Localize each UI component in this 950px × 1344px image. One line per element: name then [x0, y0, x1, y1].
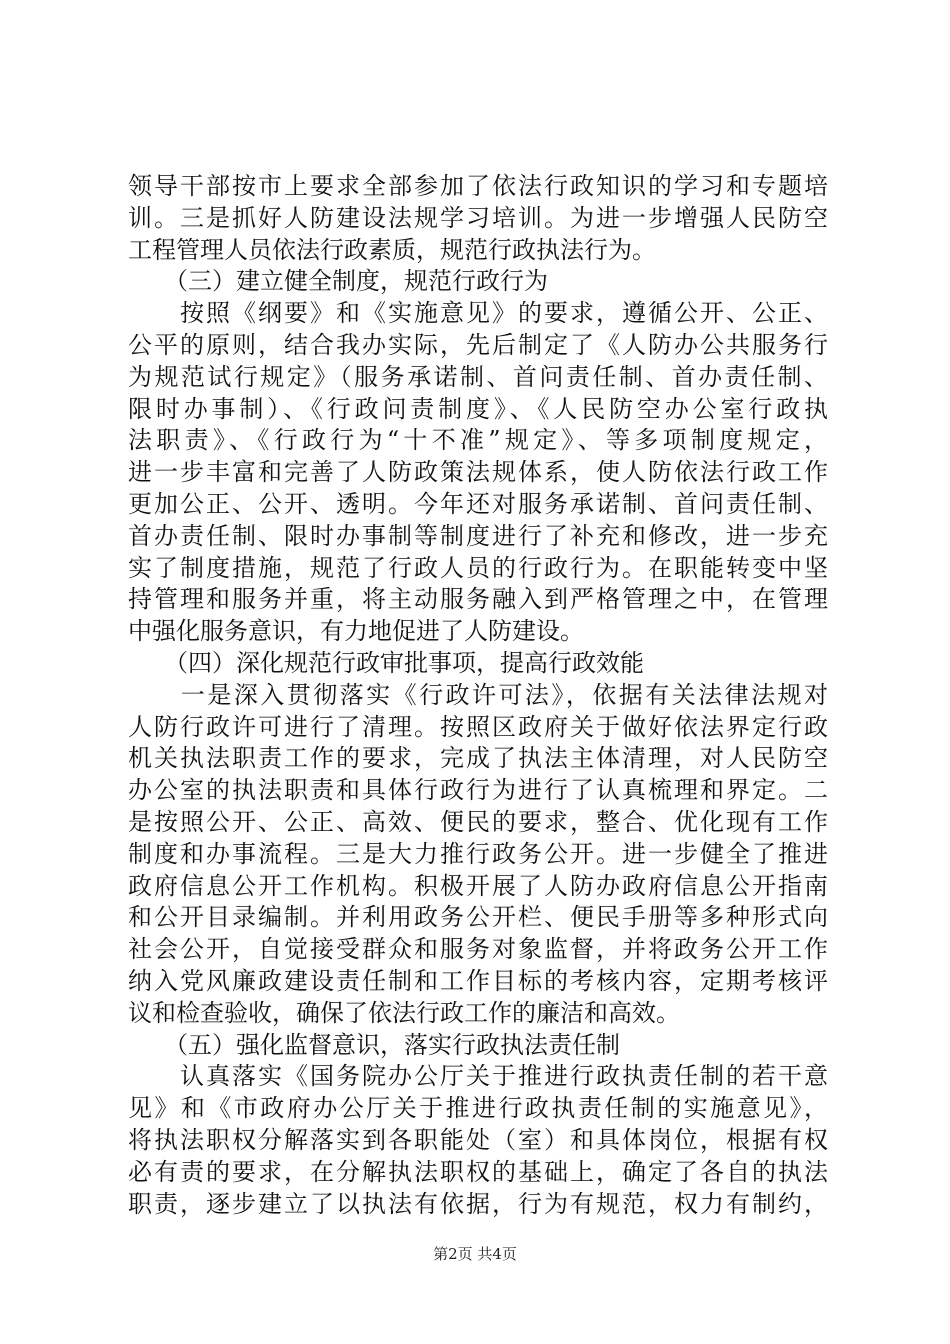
- text-line: 社会公开，自觉接受群众和服务对象监督，并将政务公开工作: [128, 935, 828, 964]
- text-line: （五）强化监督意识，落实行政执法责任制: [128, 1030, 620, 1059]
- text-line: 工程管理人员依法行政素质，规范行政执法行为。: [128, 235, 656, 264]
- text-line: 制度和办事流程。三是大力推行政务公开。进一步健全了推进: [128, 839, 828, 868]
- text-line: 限时办事制）、《行政问责制度》、《人民防空办公室行政执: [128, 394, 828, 423]
- text-line: 公平的原则，结合我办实际，先后制定了《人防办公共服务行: [128, 330, 828, 359]
- text-line: 是按照公开、公正、高效、便民的要求，整合、优化现有工作: [128, 807, 828, 836]
- text-line: 认真落实《国务院办公厅关于推进行政执责任制的若干意: [128, 1062, 828, 1091]
- text-line: 更加公正、公开、透明。今年还对服务承诺制、首问责任制、: [128, 489, 828, 518]
- text-line: 持管理和服务并重，将主动服务融入到严格管理之中，在管理: [128, 585, 828, 614]
- text-line: 必有责的要求，在分解执法职权的基础上，确定了各自的执法: [128, 1157, 828, 1186]
- text-line: （三）建立健全制度，规范行政行为: [128, 267, 548, 296]
- text-line: 政府信息公开工作机构。积极开展了人防办政府信息公开指南: [128, 871, 828, 900]
- text-line: 领导干部按市上要求全部参加了依法行政知识的学习和专题培: [128, 172, 828, 200]
- text-line: 见》和《市政府办公厅关于推进行政执责任制的实施意见》，: [128, 1094, 828, 1123]
- text-line: 和公开目录编制。并利用政务公开栏、便民手册等多种形式向: [128, 903, 828, 932]
- text-line: 实了制度措施，规范了行政人员的行政行为。在职能转变中坚: [128, 553, 828, 582]
- text-line: 办公室的执法职责和具体行政行为进行了认真梳理和界定。二: [128, 776, 828, 805]
- text-line: 按照《纲要》和《实施意见》的要求，遵循公开、公正、: [128, 299, 828, 328]
- body-text: [128, 171, 828, 1220]
- text-line: 将执法职权分解落实到各职能处（室）和具体岗位，根据有权: [128, 1125, 828, 1154]
- text-line: （四）深化规范行政审批事项，提高行政效能: [128, 648, 644, 677]
- text-line: 为规范试行规定》（服务承诺制、首问责任制、首办责任制、: [128, 362, 828, 391]
- text-line: 职责，逐步建立了以执法有依据，行为有规范，权力有制约，: [128, 1189, 828, 1218]
- text-line: 人防行政许可进行了清理。按照区政府关于做好依法界定行政: [128, 712, 828, 741]
- text-line: 法职责》、《行政行为“十不准”规定》、等多项制度规定，: [128, 426, 828, 455]
- text-line: 进一步丰富和完善了人防政策法规体系，使人防依法行政工作: [128, 458, 828, 487]
- text-line: 议和检查验收，确保了依法行政工作的廉洁和高效。: [128, 998, 680, 1027]
- text-line: 训。三是抓好人防建设法规学习培训。为进一步增强人民防空: [128, 203, 828, 232]
- text-line: 中强化服务意识，有力地促进了人防建设。: [128, 617, 584, 646]
- page-footer: 第2页 共4页: [433, 1245, 517, 1263]
- text-line: 一是深入贯彻落实《行政许可法》，依据有关法律法规对: [128, 680, 828, 709]
- text-line: 机关执法职责工作的要求，完成了执法主体清理，对人民防空: [128, 744, 828, 773]
- text-line: 纳入党风廉政建设责任制和工作目标的考核内容，定期考核评: [128, 966, 828, 995]
- text-line: 首办责任制、限时办事制等制度进行了补充和修改，进一步充: [128, 521, 828, 550]
